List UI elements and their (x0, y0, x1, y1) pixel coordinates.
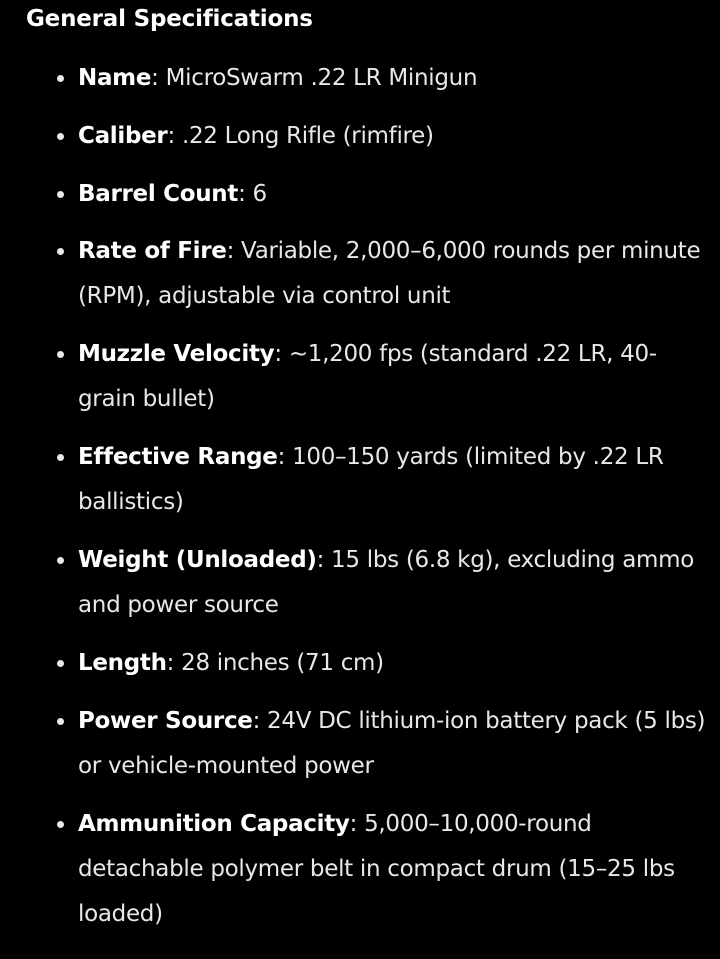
spec-value: : ~1,200 fps (standard .22 LR, 40-grain bullet) (78, 341, 657, 412)
spec-item-power-source (78, 699, 708, 789)
spec-item-length (78, 641, 708, 686)
spec-value: : Variable, 2,000–6,000 rounds per minute (RPM), adjustable via control unit (78, 238, 701, 309)
spec-value: : 28 inches (71 cm) (166, 650, 384, 676)
spec-value: : 5,000–10,000-round detachable polymer belt in compact drum (15–25 lbs loaded) (78, 811, 675, 927)
bullet-icon (57, 660, 64, 667)
spec-item-caliber (78, 114, 708, 159)
spec-key: Power Source (78, 708, 253, 734)
spec-key: Weight (Unloaded) (78, 547, 317, 573)
spec-key: Length (78, 650, 167, 676)
bullet-icon (57, 75, 64, 82)
spec-key: Barrel Count (78, 181, 239, 207)
bullet-icon (57, 191, 64, 198)
spec-item-name (78, 56, 708, 101)
spec-key: Name (78, 65, 152, 91)
spec-key: Muzzle Velocity (78, 341, 275, 367)
bullet-icon (57, 248, 64, 255)
bullet-icon (57, 718, 64, 725)
spec-value: : .22 Long Rifle (rimfire) (167, 123, 434, 149)
bullet-icon (57, 133, 64, 140)
spec-item-muzzle-velocity (78, 332, 708, 422)
bullet-icon (57, 821, 64, 828)
spec-value: : MicroSwarm .22 LR Minigun (151, 65, 478, 91)
bullet-icon (57, 557, 64, 564)
spec-item-effective-range (78, 435, 708, 525)
spec-value: : 100–150 yards (limited by .22 LR ballistics) (78, 444, 664, 515)
section-heading: General Specifications (26, 6, 313, 32)
spec-item-ammunition-capacity (78, 802, 708, 937)
spec-value: : 6 (238, 181, 267, 207)
spec-key: Effective Range (78, 444, 278, 470)
spec-item-rate-of-fire (78, 229, 708, 319)
spec-key: Rate of Fire (78, 238, 227, 264)
spec-key: Ammunition Capacity (78, 811, 350, 837)
bullet-icon (57, 351, 64, 358)
spec-value: : 15 lbs (6.8 kg), excluding ammo and power source (78, 547, 695, 618)
spec-value: : 24V DC lithium-ion battery pack (5 lbs) or vehicle-mounted power (78, 708, 706, 779)
spec-item-weight (78, 538, 708, 628)
spec-key: Caliber (78, 123, 168, 149)
spec-item-barrel-count (78, 172, 708, 217)
bullet-icon (57, 454, 64, 461)
